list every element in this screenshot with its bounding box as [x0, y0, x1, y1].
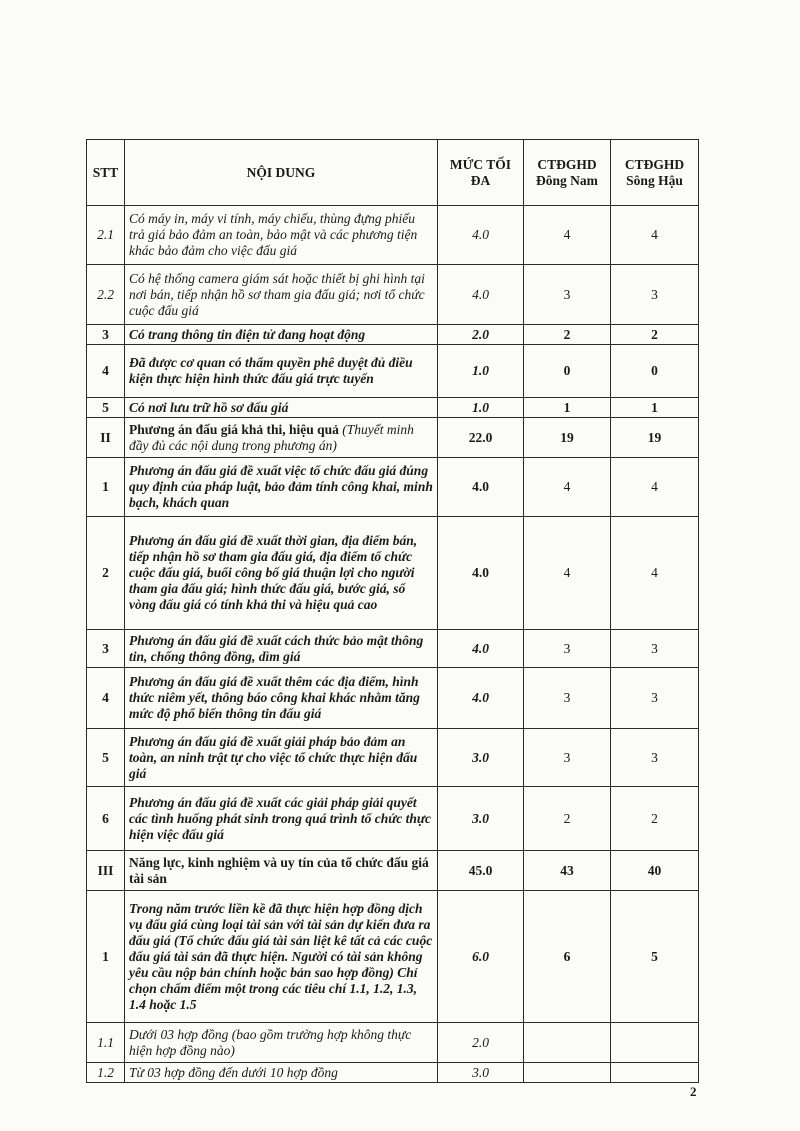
- row-dong-nam-score: 1: [524, 398, 611, 418]
- row-dong-nam-score: 4: [524, 517, 611, 630]
- row-content: Trong năm trước liền kề đã thực hiện hợp đồng dịch vụ đấu giá cùng loại tài sản với tài sản dự kiến đưa ra đấu giá (Tổ chức đấu giá tài sản liệt kê tất cả các cuộc đấu giá tài sản đã thực hiện. Người có tài sản không yêu cầu nộp bản chính hoặc bản sao hợp đồng) Chỉ chọn chấm điểm một trong các tiêu chí 1.1, 1.2, 1.3, 1.4 hoặc 1.5: [125, 891, 438, 1023]
- row-stt: 2: [87, 517, 125, 630]
- row-song-hau-score: 3: [611, 729, 699, 787]
- row-stt: 1: [87, 458, 125, 517]
- row-max-score: 4.0: [438, 265, 524, 325]
- table-row: [87, 787, 699, 851]
- table-row: [87, 418, 699, 458]
- row-content: Phương án đấu giá đề xuất thời gian, địa điểm bán, tiếp nhận hồ sơ tham gia đấu giá, địa điểm tổ chức cuộc đấu giá, buổi công bố giá thuận lợi cho người tham gia đấu giá; hình thức đấu giá, bước giá, số vòng đấu giá có tính khả thi và hiệu quả cao: [125, 517, 438, 630]
- row-stt: 1.2: [87, 1063, 125, 1083]
- table-header-row: [87, 140, 699, 206]
- row-song-hau-score: 4: [611, 206, 699, 265]
- table-row: [87, 630, 699, 668]
- row-max-score: 3.0: [438, 729, 524, 787]
- row-stt: 1: [87, 891, 125, 1023]
- row-max-score: 6.0: [438, 891, 524, 1023]
- row-stt: 1.1: [87, 1023, 125, 1063]
- row-song-hau-score: 2: [611, 325, 699, 345]
- row-song-hau-score: 40: [611, 851, 699, 891]
- row-max-score: 2.0: [438, 1023, 524, 1063]
- row-max-score: 22.0: [438, 418, 524, 458]
- header-song-hau: CTĐGHD Sông Hậu: [611, 140, 699, 206]
- table-row: [87, 668, 699, 729]
- table-row: [87, 729, 699, 787]
- page-number: 2: [690, 1084, 697, 1099]
- row-dong-nam-score: 2: [524, 325, 611, 345]
- row-content: Phương án đấu giá đề xuất các giải pháp giải quyết các tình huống phát sinh trong quá trình tổ chức thực hiện việc đấu giá: [125, 787, 438, 851]
- scoring-table: [86, 139, 699, 1083]
- row-max-score: 3.0: [438, 787, 524, 851]
- row-song-hau-score: 3: [611, 630, 699, 668]
- row-content: Có nơi lưu trữ hồ sơ đấu giá: [125, 398, 438, 418]
- row-stt: 5: [87, 398, 125, 418]
- table-row: [87, 398, 699, 418]
- row-song-hau-score: 19: [611, 418, 699, 458]
- row-content: Có trang thông tin điện tử đang hoạt động: [125, 325, 438, 345]
- row-content: Phương án đấu giá đề xuất cách thức bảo mật thông tin, chống thông đồng, dìm giá: [125, 630, 438, 668]
- row-max-score: 4.0: [438, 206, 524, 265]
- row-max-score: 4.0: [438, 517, 524, 630]
- row-song-hau-score: [611, 1063, 699, 1083]
- row-content: Phương án đấu giá đề xuất thêm các địa điểm, hình thức niêm yết, thông báo công khai khác nhằm tăng mức độ phổ biến thông tin đấu giá: [125, 668, 438, 729]
- row-stt: 2.1: [87, 206, 125, 265]
- row-song-hau-score: [611, 1023, 699, 1063]
- row-max-score: 1.0: [438, 345, 524, 398]
- table-row: [87, 1063, 699, 1083]
- table-row: [87, 517, 699, 630]
- row-dong-nam-score: 3: [524, 265, 611, 325]
- row-content: Năng lực, kinh nghiệm và uy tín của tổ chức đấu giá tài sản: [125, 851, 438, 891]
- row-max-score: 4.0: [438, 458, 524, 517]
- row-stt: II: [87, 418, 125, 458]
- row-dong-nam-score: 43: [524, 851, 611, 891]
- row-max-score: 1.0: [438, 398, 524, 418]
- row-max-score: 2.0: [438, 325, 524, 345]
- row-song-hau-score: 0: [611, 345, 699, 398]
- table-row: [87, 851, 699, 891]
- row-content: Có máy in, máy vi tính, máy chiếu, thùng đựng phiếu trả giá bảo đảm an toàn, bảo mật và các phương tiện khác bảo đảm cho việc đấu giá: [125, 206, 438, 265]
- table-row: [87, 891, 699, 1023]
- row-stt: 2.2: [87, 265, 125, 325]
- table-row: [87, 458, 699, 517]
- table-row: [87, 206, 699, 265]
- row-dong-nam-score: 6: [524, 891, 611, 1023]
- row-content: Đã được cơ quan có thẩm quyền phê duyệt đủ điều kiện thực hiện hình thức đấu giá trực tuyến: [125, 345, 438, 398]
- row-song-hau-score: 4: [611, 517, 699, 630]
- table-row: [87, 325, 699, 345]
- row-dong-nam-score: 19: [524, 418, 611, 458]
- row-dong-nam-score: 3: [524, 729, 611, 787]
- row-dong-nam-score: 3: [524, 630, 611, 668]
- row-song-hau-score: 1: [611, 398, 699, 418]
- row-max-score: 4.0: [438, 668, 524, 729]
- row-stt: 4: [87, 668, 125, 729]
- row-dong-nam-score: 3: [524, 668, 611, 729]
- row-stt: 6: [87, 787, 125, 851]
- row-stt: 3: [87, 630, 125, 668]
- row-dong-nam-score: 0: [524, 345, 611, 398]
- row-stt: III: [87, 851, 125, 891]
- table-row: [87, 345, 699, 398]
- row-stt: 3: [87, 325, 125, 345]
- table-row: [87, 265, 699, 325]
- row-content: Dưới 03 hợp đồng (bao gồm trường hợp không thực hiện hợp đồng nào): [125, 1023, 438, 1063]
- header-dong-nam: CTĐGHD Đông Nam: [524, 140, 611, 206]
- row-song-hau-score: 4: [611, 458, 699, 517]
- row-song-hau-score: 5: [611, 891, 699, 1023]
- row-dong-nam-score: [524, 1063, 611, 1083]
- row-content: Phương án đấu giá đề xuất giải pháp bảo đảm an toàn, an ninh trật tự cho việc tổ chức thực hiện đấu giá: [125, 729, 438, 787]
- row-song-hau-score: 3: [611, 668, 699, 729]
- table-row: [87, 1023, 699, 1063]
- row-dong-nam-score: 4: [524, 458, 611, 517]
- row-content: [125, 418, 438, 458]
- row-content: Có hệ thống camera giám sát hoặc thiết bị ghi hình tại nơi bán, tiếp nhận hồ sơ tham gia đấu giá; nơi tổ chức cuộc đấu giá: [125, 265, 438, 325]
- row-dong-nam-score: 2: [524, 787, 611, 851]
- header-max-score: MỨC TỐI ĐA: [438, 140, 524, 206]
- row-max-score: 45.0: [438, 851, 524, 891]
- header-content: NỘI DUNG: [125, 140, 438, 206]
- row-content: Phương án đấu giá đề xuất việc tổ chức đấu giá đúng quy định của pháp luật, bảo đảm tính công khai, minh bạch, khách quan: [125, 458, 438, 517]
- row-max-score: 4.0: [438, 630, 524, 668]
- row-max-score: 3.0: [438, 1063, 524, 1083]
- row-content: Từ 03 hợp đồng đến dưới 10 hợp đồng: [125, 1063, 438, 1083]
- row-song-hau-score: 3: [611, 265, 699, 325]
- header-stt: STT: [87, 140, 125, 206]
- row-dong-nam-score: 4: [524, 206, 611, 265]
- row-song-hau-score: 2: [611, 787, 699, 851]
- row-stt: 4: [87, 345, 125, 398]
- row-stt: 5: [87, 729, 125, 787]
- row-dong-nam-score: [524, 1023, 611, 1063]
- row-content-note: (Thuyết minh đầy đủ các nội dung trong phương án): [129, 421, 414, 453]
- row-content-main: Phương án đấu giá khả thi, hiệu quả: [129, 421, 339, 437]
